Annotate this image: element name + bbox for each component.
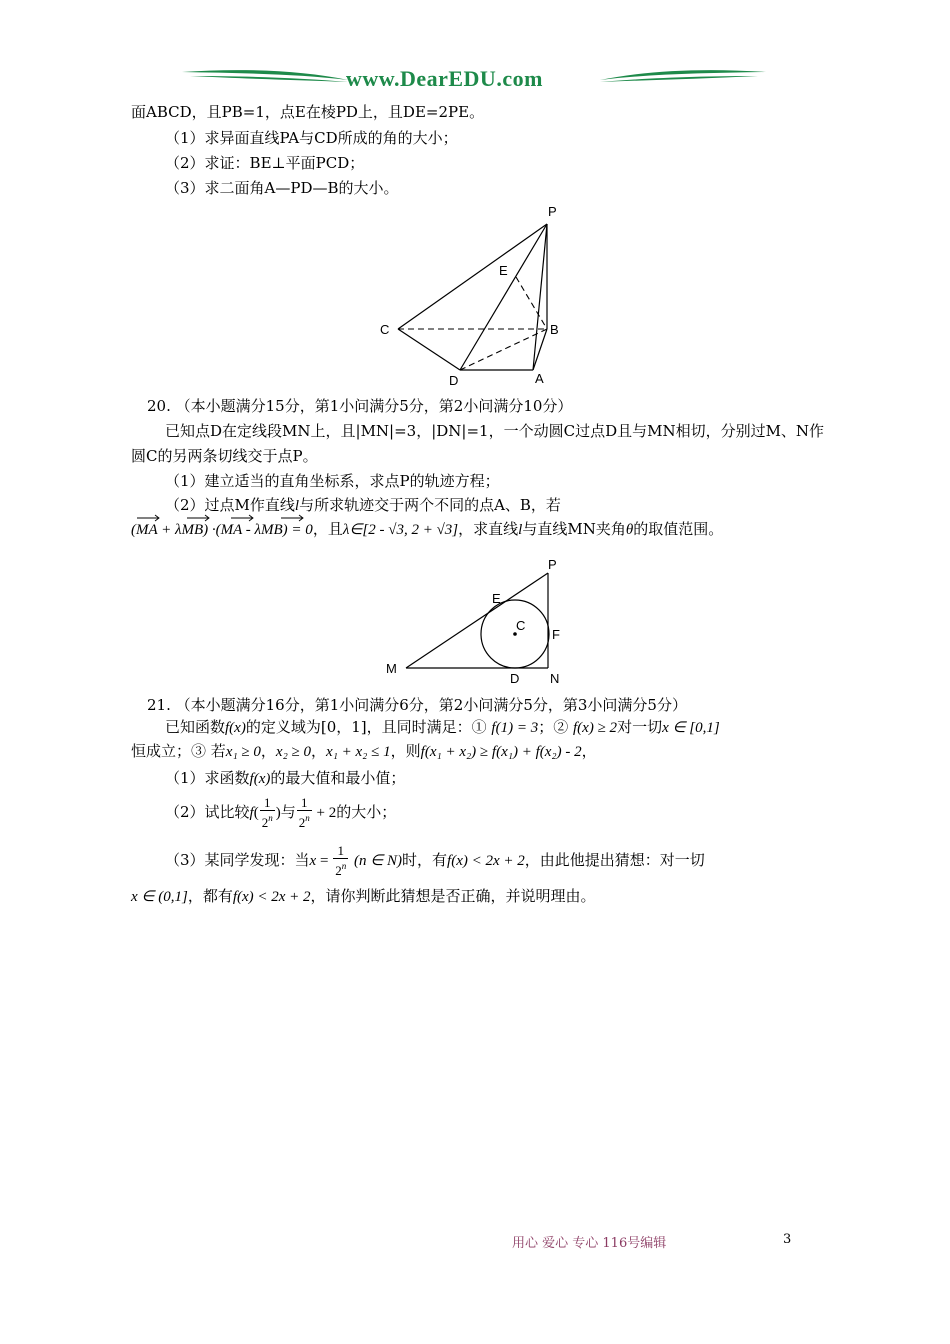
p19-label-C: C <box>380 322 390 337</box>
p20-circle-figure <box>380 555 570 690</box>
p21-q2-pre: （2）试比较 <box>165 803 250 821</box>
p21-fx: f(x) <box>225 720 246 736</box>
p21-q1-pre: （1）求函数 <box>165 769 250 787</box>
p20-label-M: M <box>386 661 397 676</box>
p21-fx-ge2: f(x) ≥ 2 <box>573 720 618 736</box>
p21-stem-line2: 恒成立；③ 若x₁ ≥ 0，x₂ ≥ 0，x₁ + x₂ ≤ 1，则f(x₁ + x₂) ≥ f(x₁) + f(x₂) - 2， <box>131 742 597 760</box>
p19-label-B: B <box>550 322 559 337</box>
p21-q3b-mid: ，都有 <box>187 887 233 905</box>
p20-q2b-end-mid: 与直线MN夹角 <box>522 520 626 538</box>
p20-q2-pre: （2）过点M作直线 <box>165 496 295 514</box>
header-swoosh-right <box>598 64 768 86</box>
p19-q3: （3）求二面角A—PD—B的大小。 <box>165 179 399 197</box>
p21-cond3: x₁ + x₂ ≤ 1 <box>326 744 391 760</box>
p20-label-D: D <box>510 671 520 686</box>
p21-stem2-pre: 恒成立；③ 若 <box>131 742 226 760</box>
p19-q1: （1）求异面直线PA与CD所成的角的大小； <box>165 129 458 147</box>
p20-lambda-range: λ∈[2 - √3, 2 + √3] <box>342 522 459 538</box>
p20-q2-post: 与所求轨迹交于两个不同的点A、B，若 <box>299 496 561 514</box>
p21-q3-cond: (n ∈ N) <box>353 853 403 869</box>
p21-q2-post: 的大小； <box>336 803 397 821</box>
p19-q2: （2）求证：BE⊥平面PCD； <box>165 154 365 172</box>
p21-q3-ineq: f(x) < 2x + 2 <box>447 853 525 869</box>
p21-stem1-pre: 已知函数 <box>165 718 226 736</box>
p21-q3b-post: ，请你判断此猜想是否正确，并说明理由。 <box>310 887 596 905</box>
site-logo[interactable]: www.DearEDU.com <box>346 66 543 91</box>
p21-q1-fx: f(x) <box>249 771 271 787</box>
p19-label-E: E <box>499 263 508 278</box>
p20-label-P: P <box>548 557 557 572</box>
p21-q1-post: 的最大值和最小值； <box>270 769 406 787</box>
p19-pyramid-figure <box>370 200 580 390</box>
p21-stem1-mid3: 对一切 <box>617 718 663 736</box>
p20-label-N: N <box>550 671 560 686</box>
p21-q3-frac: $\frac{1}{2^n}$ <box>335 843 347 878</box>
p21-q3b-ineq: f(x) < 2x + 2 <box>232 889 311 905</box>
p21-q2-mid: 与 <box>280 803 296 821</box>
p20-label-E: E <box>492 591 501 606</box>
p21-q2-frac2: $\frac{1}{2^n}$ <box>298 795 310 830</box>
p20-q2b-l: l <box>518 522 523 538</box>
p21-f1: f(1) = 3 <box>491 720 539 736</box>
p21-stem-line1 <box>165 717 720 738</box>
p21-q3-line2 <box>131 886 596 907</box>
header-swoosh-left <box>180 64 350 86</box>
p21-cond2: x₂ ≥ 0 <box>275 744 312 760</box>
p21-heading: 21. （本小题满分16分，第1小问满分6分，第2小问满分5分，第3小问满分5分） <box>147 696 687 714</box>
p20-q2-l: l <box>294 498 300 514</box>
p20-vector-arrows <box>131 513 361 523</box>
p21-q1 <box>165 768 405 789</box>
p21-q3-pre: （3）某同学发现：当 <box>165 851 310 869</box>
p19-intro: 面ABCD，且PB=1，点E在棱PD上，且DE=2PE。 <box>131 103 485 121</box>
p21-stem2-end: ， <box>581 742 597 760</box>
p21-q3-mid: 时，有 <box>402 851 448 869</box>
page-number: 3 <box>783 1232 792 1247</box>
p20-stem-line2: 圆C的另两条切线交于点P。 <box>131 447 318 465</box>
p19-label-A: A <box>535 371 544 386</box>
p20-label-F: F <box>552 627 560 642</box>
p20-q2b-mid: ，且 <box>312 520 343 538</box>
p19-label-P: P <box>548 204 557 219</box>
p21-cond1: x₁ ≥ 0 <box>225 744 261 760</box>
p21-stem1-mid2: ；② <box>538 718 569 736</box>
p21-q3b-x: x ∈ (0,1] <box>131 889 188 905</box>
p21-q3-post: ，由此他提出猜想：对一切 <box>524 851 705 869</box>
p20-heading: 20. （本小题满分15分，第1小问满分5分，第2小问满分10分） <box>147 397 573 415</box>
footer-slogan: 用心 爱心 专心 116号编辑 <box>512 1236 667 1251</box>
p21-q3-line1: （3）某同学发现：当x = $\frac{1}{2^n}$ (n ∈ N)时，有f(x) < 2x + 2，由此他提出猜想：对一切 <box>165 843 705 878</box>
p21-stem2-mid: ，则 <box>390 742 421 760</box>
p21-stem1-mid1: 的定义域为[0，1]，且同时满足：① <box>245 718 487 736</box>
p21-q2: （2）试比较f( $\frac{1}{2^n}$ )与 $\frac{1}{2^n}$ + 2的大小； <box>165 795 397 830</box>
p21-ineq: f(x₁ + x₂) ≥ f(x₁) + f(x₂) - 2 <box>420 744 582 760</box>
p21-q2-frac1: $\frac{1}{2^n}$ <box>261 795 273 830</box>
p20-theta: θ <box>625 522 634 538</box>
p20-q2b-end-pre: ，求直线 <box>458 520 519 538</box>
p20-label-C: C <box>516 618 526 633</box>
p20-q2b-end-post: 的取值范围。 <box>633 520 724 538</box>
p20-q1: （1）建立适当的直角坐标系，求点P的轨迹方程； <box>165 472 500 490</box>
p19-label-D: D <box>449 373 459 388</box>
p21-x-in: x ∈ [0,1] <box>662 720 720 736</box>
p20-stem-line1: 已知点D在定线段MN上，且|MN|=3，|DN|=1，一个动圆C过点D且与MN相切，分别过M、N作 <box>165 422 825 440</box>
p20-vector-expr: (MA + λMB) ·(MA - λMB) = 0 <box>131 522 313 538</box>
